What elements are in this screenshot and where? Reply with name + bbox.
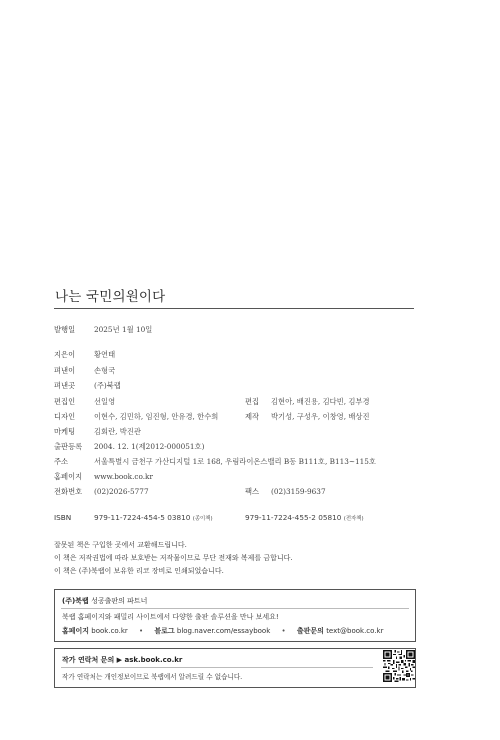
separator-dot: • [281,627,286,635]
pub-date-value: 2025년 1월 10일 [94,325,153,334]
pub-date-label: 발행일 [54,325,76,334]
inquiry-email-link[interactable]: text@book.co.kr [326,627,384,635]
registration-label: 출판등록 [54,442,83,451]
blog-link[interactable]: blog.naver.com/essaybook [176,627,271,635]
isbn-ebook [245,513,364,524]
isbn-label: ISBN [54,513,72,522]
partner-box-divider [61,608,409,609]
partner-title-rest: 성공출판의 파트너 [91,597,148,605]
inquiry-link-label: 출판문의 [296,627,324,635]
marketing-value: 김회란, 박진관 [94,427,141,436]
notice-copyright: 이 책은 저작권법에 따라 보호받는 저작물이므로 무단 전재와 복제를 금합니다. [54,554,293,562]
homepage-link-label: 홈페이지 [62,627,90,635]
partner-box-title [62,596,147,606]
press-label: 펴낸곳 [54,381,76,390]
partner-box [54,589,416,642]
publisher-label: 펴낸이 [54,366,76,375]
notice-printing: 이 책은 (주)북랩이 보유한 리코 장비로 인쇄되었습니다. [54,567,224,575]
homepage-link[interactable]: book.co.kr [91,627,128,635]
qr-code-icon[interactable] [383,650,415,682]
author-value: 황연태 [94,350,116,359]
editing-value: 김현아, 배진용, 김다빈, 김부경 [271,397,370,406]
partner-desc: 북랩 홈페이지와 패밀리 사이트에서 다양한 출판 솔루션을 만나 보세요! [62,613,279,621]
design-value: 이현수, 김민하, 임진형, 안유경, 한수희 [94,412,219,421]
marketing-label: 마케팅 [54,427,76,436]
fax-value: (02)3159-9637 [271,487,326,496]
book-title: 나는 국민의원이다 [55,289,166,305]
address-value: 서울특별시 금천구 가산디지털 1로 168, 우림라이온스밸리 B동 B111호, B113~115호 [94,457,376,466]
production-label: 제작 [245,412,260,421]
publisher-value: 손형국 [94,366,116,375]
partner-links [62,626,383,636]
editor-in-chief-label: 편집인 [54,397,76,406]
partner-brand: (주)북랩 [62,597,89,605]
design-label: 디자인 [54,412,76,421]
fax-label: 팩스 [245,487,260,496]
homepage-label: 홈페이지 [54,472,83,481]
press-value: (주)북랩 [94,381,121,390]
address-label: 주소 [54,457,69,466]
homepage-value[interactable]: www.book.co.kr [94,472,153,481]
blog-link-label: 블로그 [154,627,175,635]
notice-exchange: 잘못된 책은 구입한 곳에서 교환해드립니다. [54,541,187,549]
production-value: 박기성, 구성우, 이창영, 배상진 [271,412,370,421]
author-contact-desc: 작가 연락처는 개인정보이므로 북랩에서 알려드릴 수 없습니다. [62,673,243,681]
isbn-paper-type: (종이책) [192,516,213,522]
phone-value: (02)2026-5777 [94,487,149,496]
isbn-paper-number: 979-11-7224-454-5 03810 [94,513,191,522]
editor-in-chief-value: 선일영 [94,397,116,406]
contact-box-divider [61,667,373,668]
separator-dot: • [138,627,144,635]
title-divider [54,308,414,309]
isbn-paper [94,513,213,524]
editing-label: 편집 [245,397,260,406]
registration-value: 2004. 12. 1(제2012-000051호) [94,442,205,451]
phone-label: 전화번호 [54,487,83,496]
author-contact-title[interactable]: 작가 연락처 문의 ▶ ask.book.co.kr [62,656,183,664]
isbn-ebook-number: 979-11-7224-455-2 05810 [245,513,342,522]
author-contact-box [54,648,416,688]
author-label: 지은이 [54,350,76,359]
isbn-ebook-type: (전자책) [343,516,364,522]
